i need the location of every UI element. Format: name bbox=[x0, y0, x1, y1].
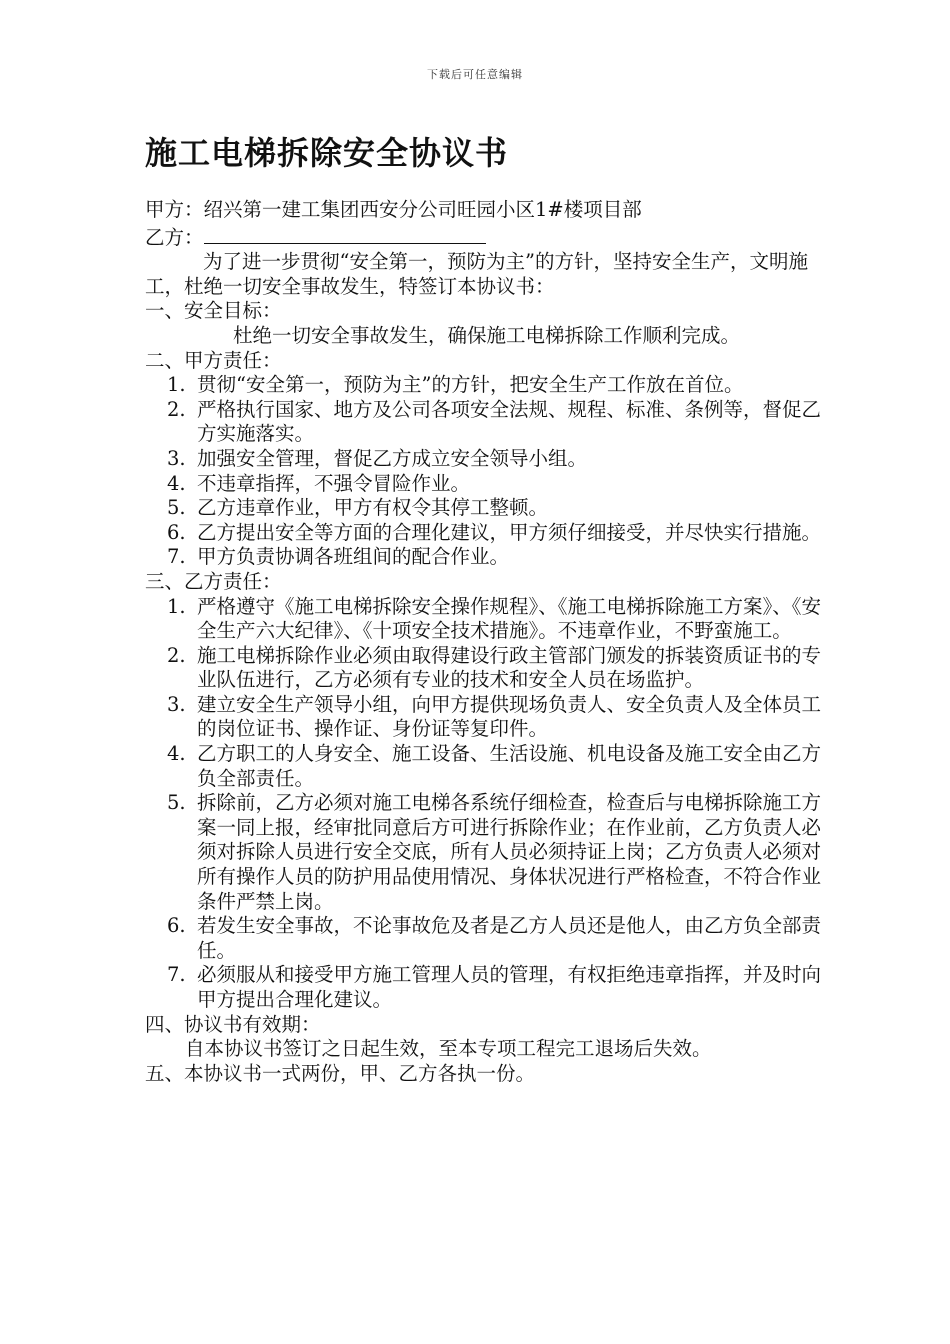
list-item bbox=[145, 914, 825, 963]
list-item-text: 甲方负责协调各班组间的配合作业。 bbox=[197, 545, 510, 569]
section-1-text: 杜绝一切安全事故发生，确保施工电梯拆除工作顺利完成。 bbox=[233, 323, 741, 347]
list-item bbox=[145, 595, 825, 644]
section-1-heading: 一、安全目标： bbox=[145, 299, 282, 323]
list-item-text: 严格执行国家、地方及公司各项安全法规、规程、标准、条例等，督促乙方实施落实。 bbox=[197, 397, 822, 446]
list-item bbox=[145, 521, 825, 546]
document-body bbox=[145, 198, 825, 1086]
list-item bbox=[145, 693, 825, 742]
list-item-number: 7. bbox=[167, 963, 186, 987]
list-item-text: 施工电梯拆除作业必须由取得建设行政主管部门颁发的拆装资质证书的专业队伍进行，乙方必须有专业的技术和安全人员在场监护。 bbox=[197, 643, 822, 692]
list-item-number: 2. bbox=[167, 397, 186, 421]
list-item-number: 1. bbox=[167, 373, 186, 397]
document-title: 施工电梯拆除安全协议书 bbox=[145, 134, 509, 172]
list-item-text: 若发生安全事故，不论事故危及者是乙方人员还是他人，由乙方负全部责任。 bbox=[197, 914, 822, 962]
list-item-text: 必须服从和接受甲方施工管理人员的管理，有权拒绝违章指挥，并及时向甲方提出合理化建议。 bbox=[197, 963, 822, 1011]
section-4-heading: 四、协议书有效期： bbox=[145, 1012, 321, 1036]
list-item-number: 5. bbox=[167, 791, 186, 815]
list-item-number: 6. bbox=[167, 520, 186, 544]
party-b-line bbox=[145, 223, 825, 251]
section-4-text: 自本协议书签订之日起生效，至本专项工程完工退场后失效。 bbox=[185, 1037, 712, 1061]
party-a-duty-list bbox=[145, 373, 825, 570]
section-2-heading: 二、甲方责任： bbox=[145, 348, 282, 372]
list-item bbox=[145, 398, 825, 447]
list-item-number: 3. bbox=[167, 446, 186, 470]
list-item-number: 2. bbox=[167, 643, 186, 667]
list-item-text: 乙方提出安全等方面的合理化建议，甲方须仔细接受，并尽快实行措施。 bbox=[197, 520, 822, 544]
list-item bbox=[145, 545, 825, 570]
list-item-text: 乙方违章作业，甲方有权令其停工整顿。 bbox=[197, 496, 549, 520]
list-item-text: 不违章指挥，不强令冒险作业。 bbox=[197, 471, 471, 495]
list-item bbox=[145, 472, 825, 497]
list-item-number: 3. bbox=[167, 692, 186, 716]
party-a-line: 甲方：绍兴第一建工集团西安分公司旺园小区1#楼项目部 bbox=[145, 198, 642, 221]
list-item-text: 建立安全生产领导小组，向甲方提供现场负责人、安全负责人及全体员工的岗位证书、操作证、身份证等复印件。 bbox=[197, 692, 822, 741]
list-item-number: 1. bbox=[167, 594, 186, 618]
header-note: 下载后可任意编辑 bbox=[427, 68, 523, 81]
intro-paragraph: 为了进一步贯彻“安全第一，预防为主”的方针，坚持安全生产，文明施工，杜绝一切安全事故发生，特签订本协议书： bbox=[145, 250, 808, 298]
list-item-text: 拆除前，乙方必须对施工电梯各系统仔细检查，检查后与电梯拆除施工方案一同上报，经审批同意后方可进行拆除作业；在作业前，乙方负责人必须对拆除人员进行安全交底，所有人员必须持证上岗；乙方负责人必须对所有操作人员的防护用品使用情况、身体状况进行严格检查，不符合作业条件严禁上岗。 bbox=[197, 791, 822, 913]
section-3-heading: 三、乙方责任： bbox=[145, 569, 282, 593]
list-item bbox=[145, 644, 825, 693]
list-item bbox=[145, 373, 825, 398]
list-item bbox=[145, 496, 825, 521]
list-item bbox=[145, 791, 825, 914]
list-item-number: 4. bbox=[167, 742, 186, 766]
party-b-blank bbox=[204, 223, 486, 244]
list-item-text: 乙方职工的人身安全、施工设备、生活设施、机电设备及施工安全由乙方负全部责任。 bbox=[197, 742, 822, 790]
list-item-number: 5. bbox=[167, 496, 186, 520]
list-item-text: 严格遵守《施工电梯拆除安全操作规程》、《施工电梯拆除施工方案》、《安全生产六大纪律》、《十项安全技术措施》。不违章作业，不野蛮施工。 bbox=[197, 594, 822, 643]
party-b-label: 乙方： bbox=[145, 225, 204, 249]
party-b-duty-list bbox=[145, 595, 825, 1013]
list-item-number: 4. bbox=[167, 471, 186, 495]
list-item bbox=[145, 742, 825, 791]
list-item-text: 加强安全管理，督促乙方成立安全领导小组。 bbox=[197, 446, 588, 470]
list-item bbox=[145, 963, 825, 1012]
list-item-text: 贯彻“安全第一，预防为主”的方针，把安全生产工作放在首位。 bbox=[197, 373, 744, 397]
list-item-number: 6. bbox=[167, 914, 186, 938]
list-item-number: 7. bbox=[167, 545, 186, 569]
section-5-heading: 五、本协议书一式两份，甲、乙方各执一份。 bbox=[145, 1061, 536, 1085]
list-item bbox=[145, 447, 825, 472]
